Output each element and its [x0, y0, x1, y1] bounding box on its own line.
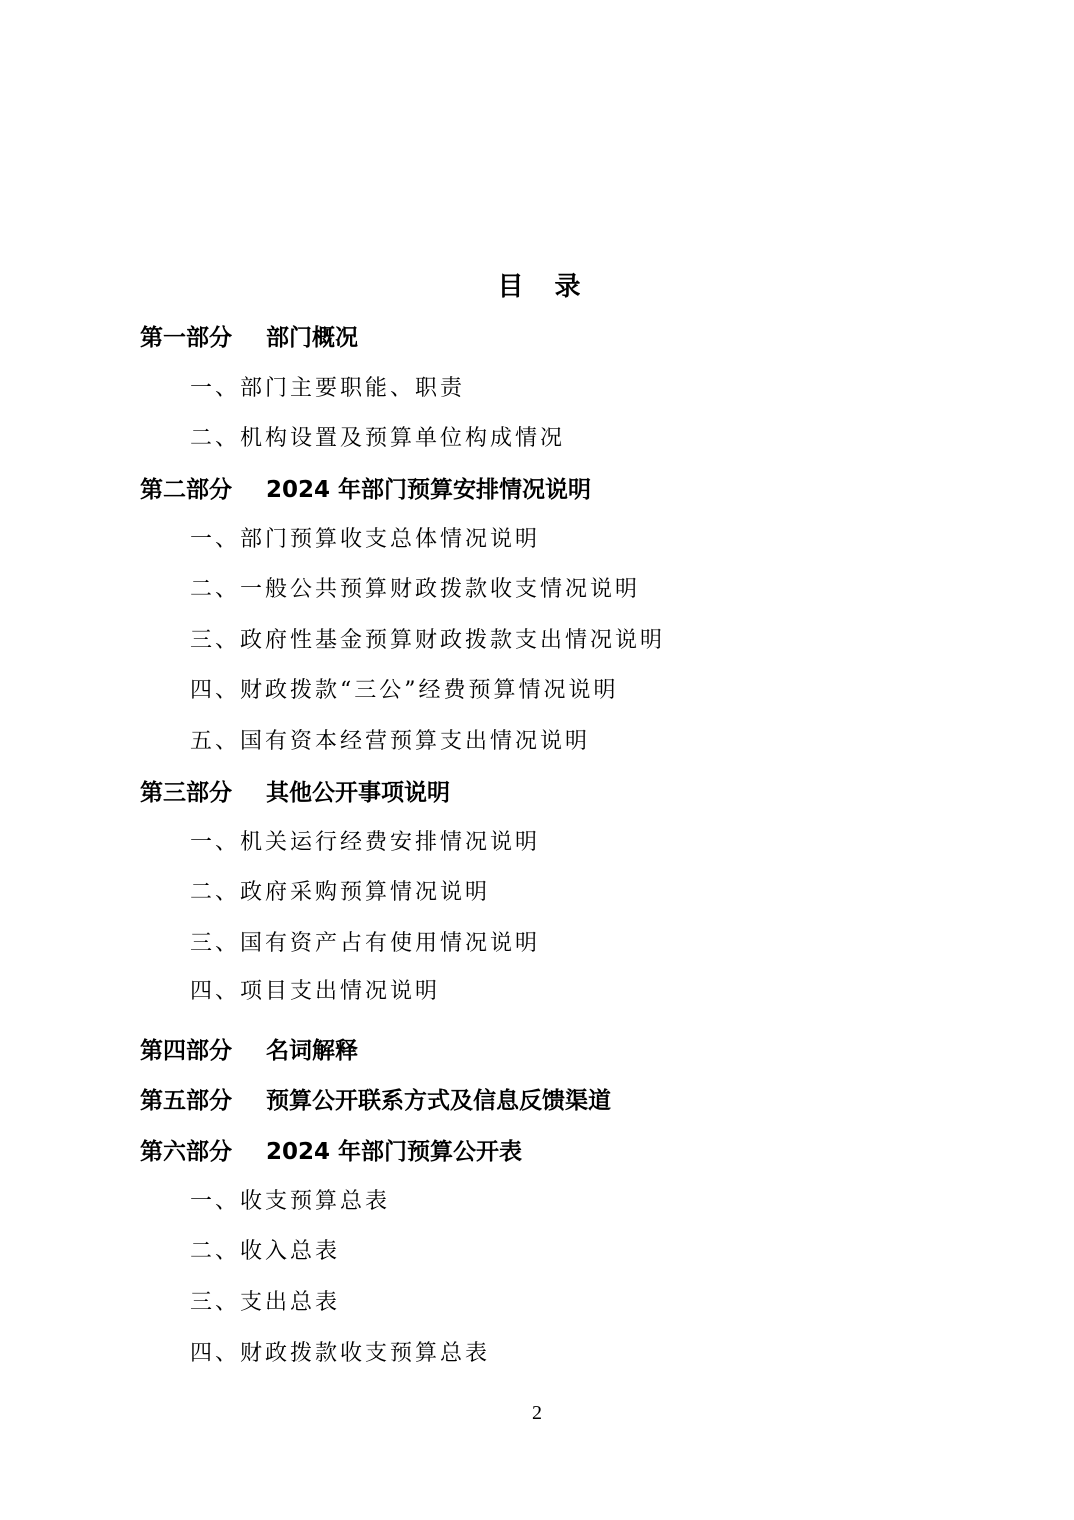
toc-item: 二、政府采购预算情况说明 [190, 880, 491, 905]
toc-item: 一、机关运行经费安排情况说明 [190, 830, 541, 855]
part-1-label: 第一部分 [140, 325, 232, 351]
toc-item: 二、收入总表 [190, 1239, 341, 1264]
toc-item: 四、财政拨款“三公”经费预算情况说明 [190, 678, 619, 703]
part-4-title: 名词解释 [266, 1038, 358, 1064]
toc-item: 四、财政拨款收支预算总表 [190, 1341, 491, 1366]
toc-item: 一、部门主要职能、职责 [190, 376, 466, 401]
toc-item: 四、项目支出情况说明 [190, 979, 441, 1004]
toc-title: 目 录 [497, 272, 581, 302]
part-3-title: 其他公开事项说明 [266, 780, 450, 806]
toc-item: 五、国有资本经营预算支出情况说明 [190, 729, 591, 754]
toc-item: 三、国有资产占有使用情况说明 [190, 931, 541, 956]
toc-item: 三、支出总表 [190, 1290, 341, 1315]
part-5-label: 第五部分 [140, 1088, 232, 1114]
part-3-label: 第三部分 [140, 780, 232, 806]
part-5-title: 预算公开联系方式及信息反馈渠道 [266, 1088, 611, 1114]
part-6-label: 第六部分 [140, 1139, 232, 1165]
part-2-label: 第二部分 [140, 477, 232, 503]
toc-item: 一、部门预算收支总体情况说明 [190, 527, 541, 552]
toc-item: 二、机构设置及预算单位构成情况 [190, 426, 566, 451]
part-6-title: 2024 年部门预算公开表 [266, 1139, 523, 1165]
part-4-label: 第四部分 [140, 1038, 232, 1064]
part-1-title: 部门概况 [266, 325, 358, 351]
toc-item: 二、一般公共预算财政拨款收支情况说明 [190, 577, 641, 602]
toc-item: 三、政府性基金预算财政拨款支出情况说明 [190, 628, 666, 653]
toc-item: 一、收支预算总表 [190, 1189, 391, 1214]
part-2-title: 2024 年部门预算安排情况说明 [266, 477, 592, 503]
page-number: 2 [532, 1402, 542, 1424]
